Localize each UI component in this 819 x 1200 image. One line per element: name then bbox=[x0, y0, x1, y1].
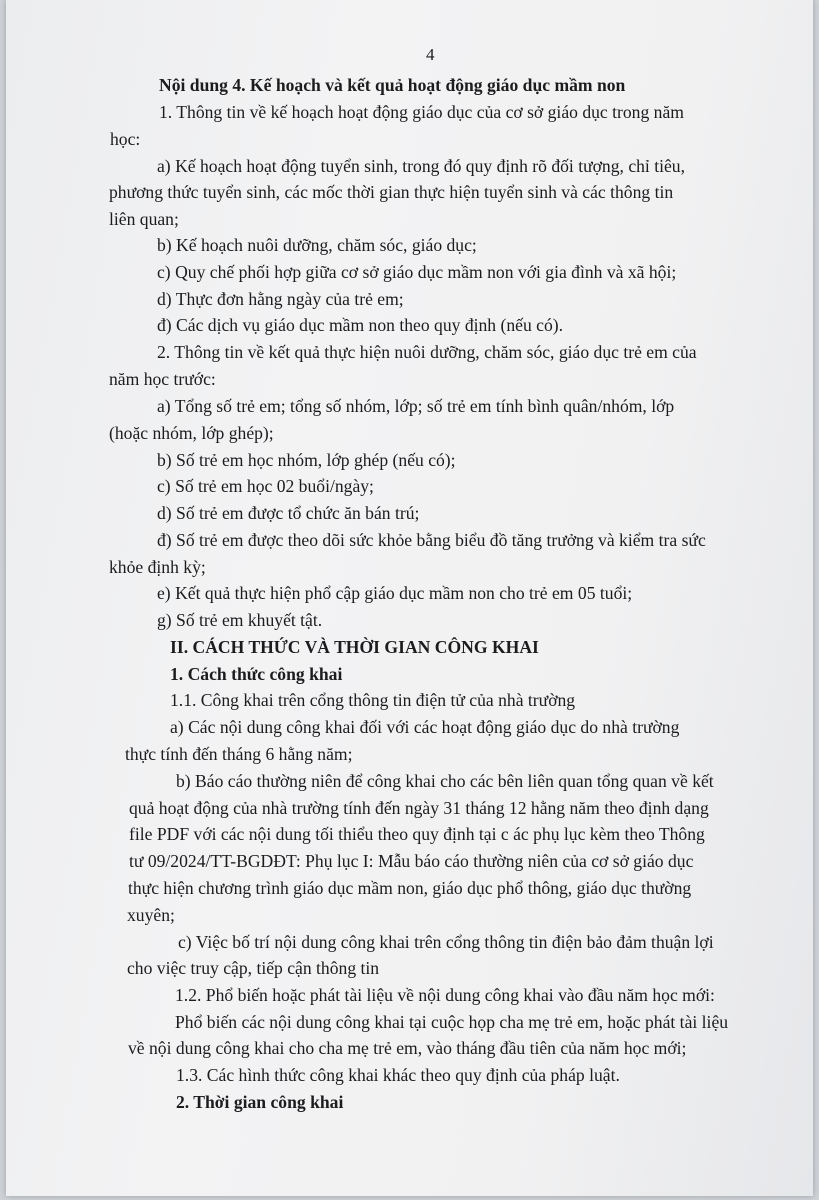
text-line: thực hiện chương trình giáo dục mầm non, giáo dục phổ thông, giáo dục thường bbox=[128, 878, 692, 898]
text-line: thực tính đến tháng 6 hằng năm; bbox=[125, 744, 353, 764]
text-line: a) Tổng số trẻ em; tổng số nhóm, lớp; số trẻ em tính bình quân/nhóm, lớp bbox=[157, 396, 675, 416]
text-line: e) Kết quả thực hiện phổ cập giáo dục mầm non cho trẻ em 05 tuổi; bbox=[157, 583, 633, 603]
subsection-heading: 1. Cách thức công khai bbox=[170, 664, 343, 684]
section-heading: Nội dung 4. Kế hoạch và kết quả hoạt động giáo dục mầm non bbox=[159, 75, 626, 95]
text-line: b) Kế hoạch nuôi dưỡng, chăm sóc, giáo dục; bbox=[157, 235, 477, 255]
page-number: 4 bbox=[426, 45, 435, 64]
text-line: phương thức tuyển sinh, các mốc thời gian thực hiện tuyển sinh và các thông tin bbox=[109, 182, 674, 202]
text-line: c) Việc bố trí nội dung công khai trên cổng thông tin điện bảo đảm thuận lợi bbox=[178, 932, 714, 952]
text-line: d) Thực đơn hằng ngày của trẻ em; bbox=[157, 289, 404, 309]
text-line: liên quan; bbox=[109, 209, 179, 229]
text-line: b) Báo cáo thường niên để công khai cho các bên liên quan tổng quan về kết bbox=[176, 771, 714, 791]
text-line: cho việc truy cập, tiếp cận thông tin bbox=[127, 958, 380, 978]
text-line: g) Số trẻ em khuyết tật. bbox=[157, 610, 323, 630]
text-line: 1.2. Phổ biến hoặc phát tài liệu về nội dung công khai vào đầu năm học mới: bbox=[175, 985, 715, 1005]
text-line: xuyên; bbox=[127, 905, 175, 925]
text-line: quả hoạt động của nhà trường tính đến ngày 31 tháng 12 hằng năm theo định dạng bbox=[129, 798, 709, 818]
section-heading: II. CÁCH THỨC VÀ THỜI GIAN CÔNG KHAI bbox=[170, 637, 539, 657]
text-line: 2. Thông tin về kết quả thực hiện nuôi dưỡng, chăm sóc, giáo dục trẻ em của bbox=[157, 342, 697, 362]
text-line: tư 09/2024/TT-BGDĐT: Phụ lục I: Mẫu báo cáo thường niên của cơ sở giáo dục bbox=[129, 851, 694, 871]
text-line: đ) Các dịch vụ giáo dục mầm non theo quy định (nếu có). bbox=[157, 315, 564, 335]
text-line: c) Số trẻ em học 02 buổi/ngày; bbox=[157, 476, 374, 496]
text-line: a) Các nội dung công khai đối với các hoạt động giáo dục do nhà trường bbox=[170, 717, 680, 737]
text-line: Phổ biến các nội dung công khai tại cuộc họp cha mẹ trẻ em, hoặc phát tài liệu bbox=[175, 1012, 729, 1032]
text-line: về nội dung công khai cho cha mẹ trẻ em, vào tháng đầu tiên của năm học mới; bbox=[128, 1038, 687, 1058]
text-line: (hoặc nhóm, lớp ghép); bbox=[109, 423, 274, 443]
text-line: c) Quy chế phối hợp giữa cơ sở giáo dục mầm non với gia đình và xã hội; bbox=[157, 262, 677, 282]
text-line: 1.1. Công khai trên cổng thông tin điện tử của nhà trường bbox=[170, 690, 576, 710]
subsection-heading: 2. Thời gian công khai bbox=[176, 1092, 344, 1112]
text-line: 1.3. Các hình thức công khai khác theo quy định của pháp luật. bbox=[176, 1065, 620, 1085]
text-line: b) Số trẻ em học nhóm, lớp ghép (nếu có); bbox=[157, 450, 456, 470]
text-line: a) Kế hoạch hoạt động tuyển sinh, trong đó quy định rõ đối tượng, chỉ tiêu, bbox=[157, 156, 685, 176]
document-page bbox=[6, 0, 813, 1196]
text-line: file PDF với các nội dung tối thiểu theo quy định tại c ác phụ lục kèm theo Thông bbox=[129, 824, 705, 844]
text-line: đ) Số trẻ em được theo dõi sức khỏe bằng biểu đồ tăng trưởng và kiểm tra sức bbox=[157, 530, 706, 550]
text-line: học: bbox=[110, 129, 141, 149]
text-line: khỏe định kỳ; bbox=[109, 557, 206, 577]
text-line: năm học trước: bbox=[109, 369, 216, 389]
text-line: d) Số trẻ em được tổ chức ăn bán trú; bbox=[157, 503, 420, 523]
text-line: 1. Thông tin về kế hoạch hoạt động giáo dục của cơ sở giáo dục trong năm bbox=[159, 102, 684, 122]
